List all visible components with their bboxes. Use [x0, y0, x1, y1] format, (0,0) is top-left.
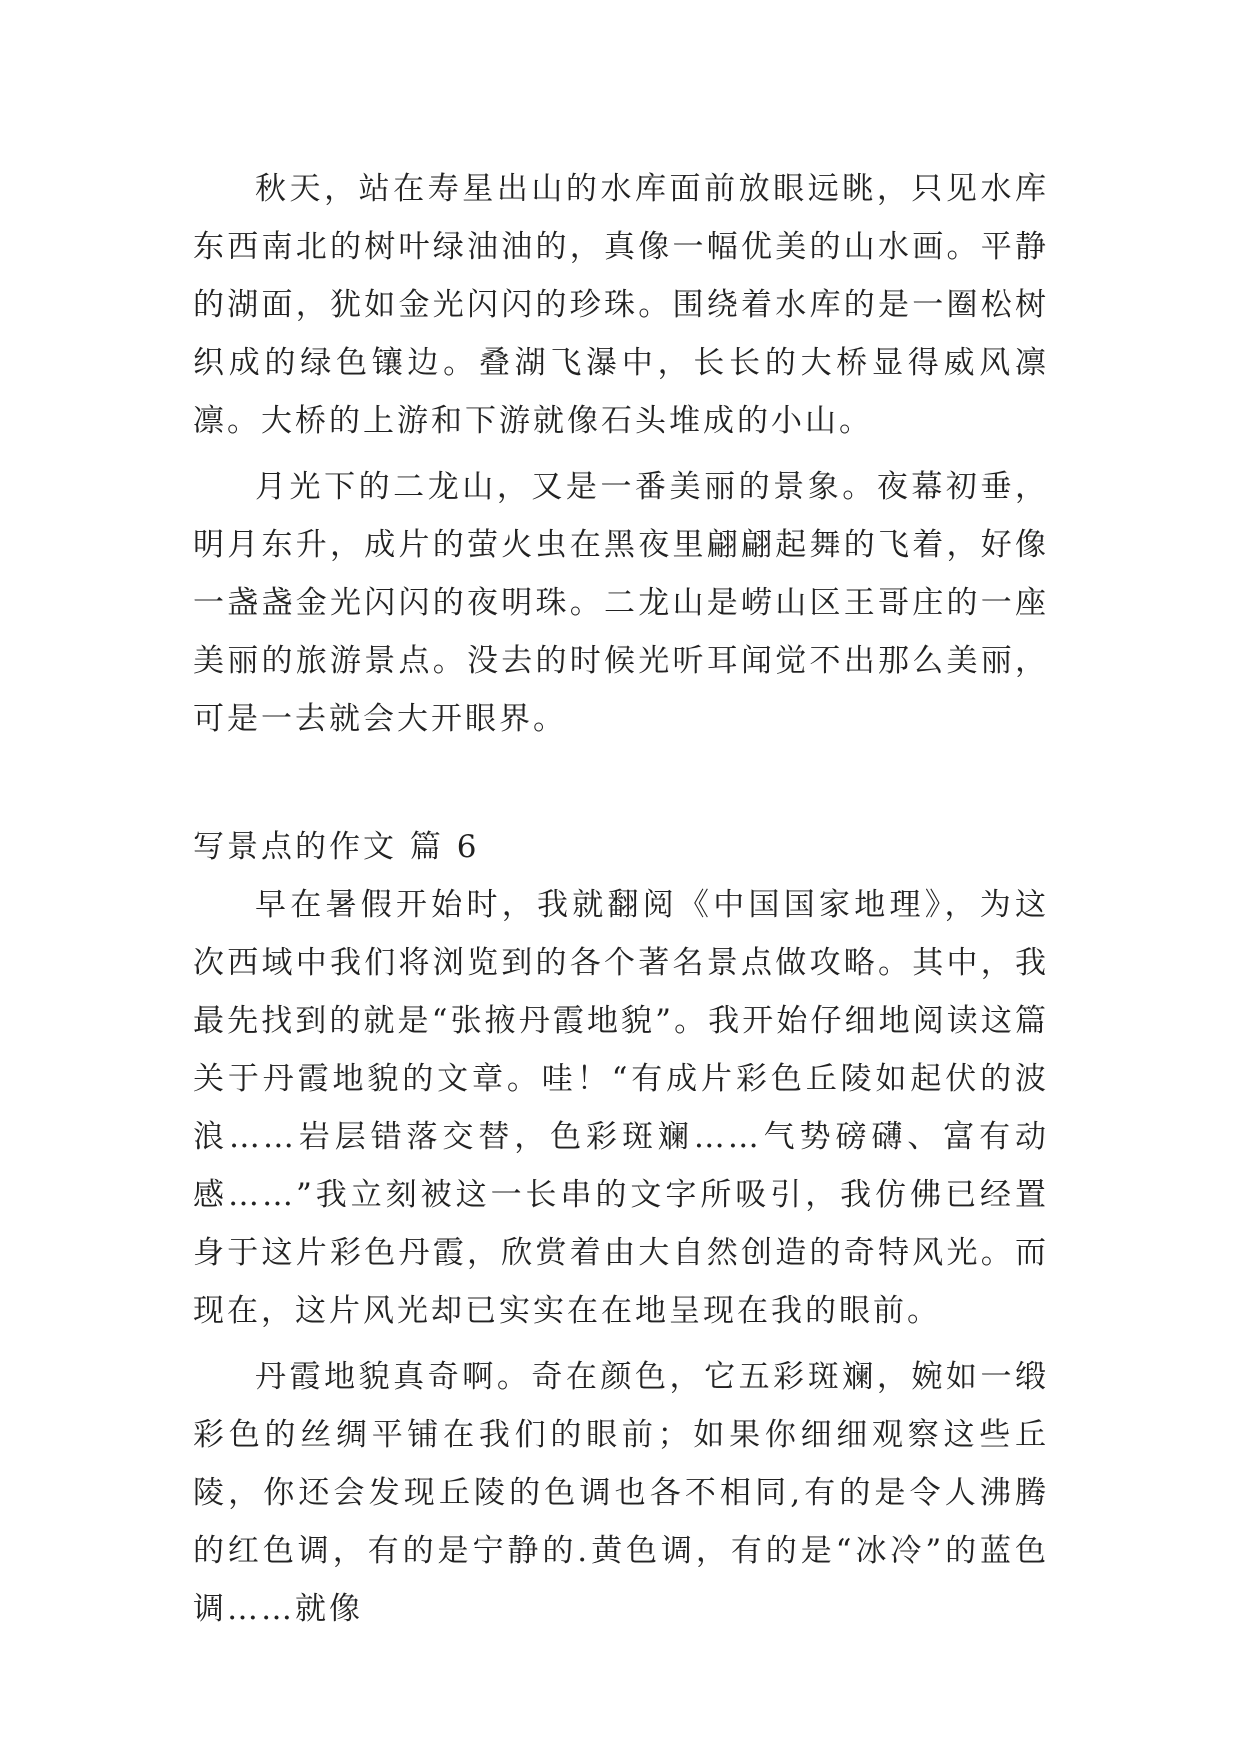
- essay-a-paragraph-1: 秋天，站在寿星出山的水库面前放眼远眺，只见水库东西南北的树叶绿油油的，真像一幅优美的山水画。平静的湖面，犹如金光闪闪的珍珠。围绕着水库的是一圈松树织成的绿色镶边。叠湖飞瀑中，长长的大桥显得威风凛凛。大桥的上游和下游就像石头堆成的小山。: [193, 171, 1049, 439]
- document-page: [193, 160, 1049, 1638]
- essay-a-paragraph-2: 月光下的二龙山，又是一番美丽的景象。夜幕初垂，明月东升，成片的萤火虫在黑夜里翩翩起舞的飞着，好像一盏盏金光闪闪的夜明珠。二龙山是崂山区王哥庄的一座美丽的旅游景点。没去的时候光听耳闻觉不出那么美丽，可是一去就会大开眼界。: [193, 469, 1049, 737]
- essay-b-paragraph-1: 早在暑假开始时，我就翻阅《中国国家地理》，为这次西域中我们将浏览到的各个著名景点做攻略。其中，我最先找到的就是“张掖丹霞地貌”。我开始仔细地阅读这篇关于丹霞地貌的文章。哇！“有成片彩色丘陵如起伏的波浪……岩层错落交替，色彩斑斓……气势磅礴、富有动感……”我立刻被这一长串的文字所吸引，我仿佛已经置身于这片彩色丹霞，欣赏着由大自然创造的奇特风光。而现在，这片风光却已实实在在地呈现在我的眼前。: [193, 887, 1049, 1329]
- essay-b-title: 写景点的作文 篇 6: [193, 829, 480, 865]
- essay-a-section: [193, 160, 1049, 748]
- essay-b-paragraph-2: 丹霞地貌真奇啊。奇在颜色，它五彩斑斓，婉如一缎彩色的丝绸平铺在我们的眼前；如果你细细观察这些丘陵，你还会发现丘陵的色调也各不相同,有的是令人沸腾的红色调，有的是宁静的.黄色调，有的是“冰冷”的蓝色调……就像: [193, 1359, 1049, 1627]
- essay-b-section: [193, 818, 1049, 1638]
